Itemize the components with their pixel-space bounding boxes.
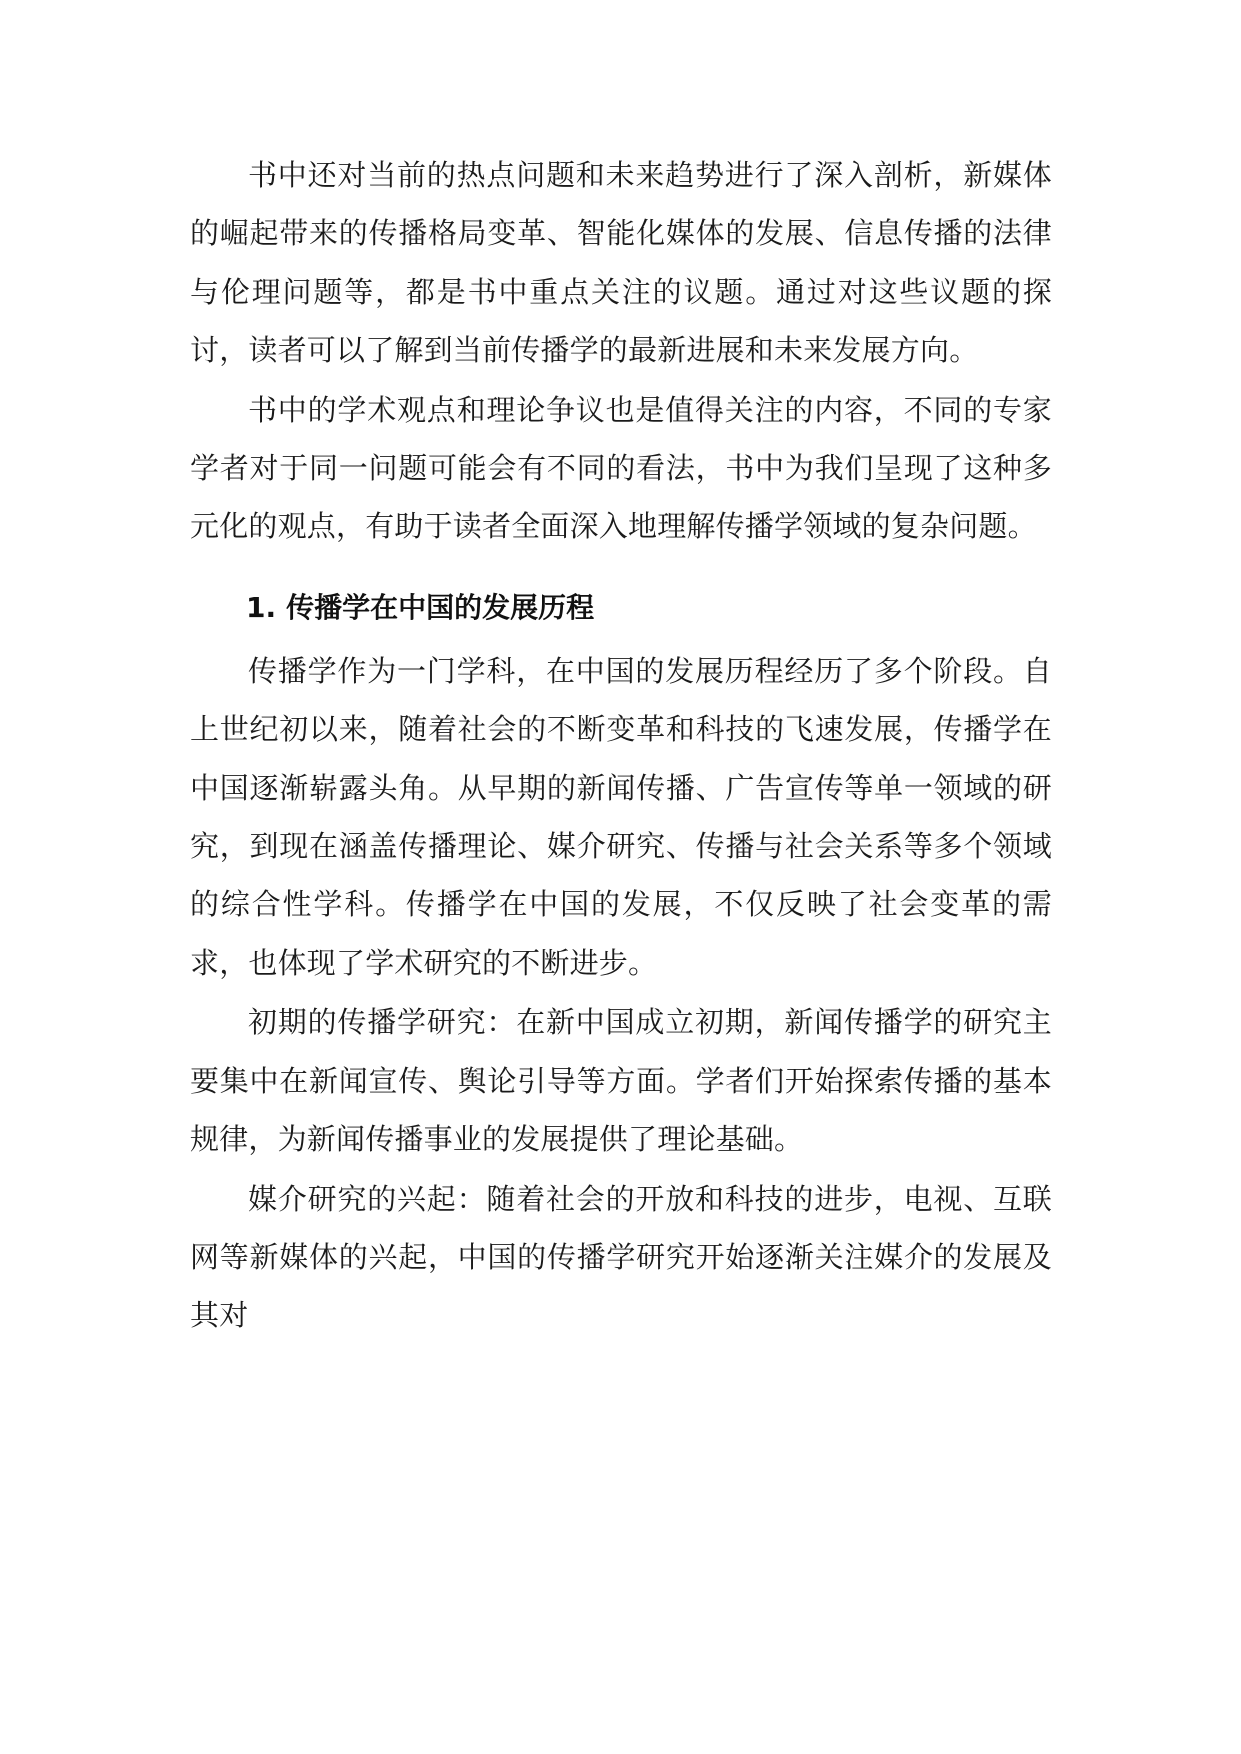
paragraph-media-research: 媒介研究的兴起：随着社会的开放和科技的进步，电视、互联网等新媒体的兴起，中国的传播学研究开始逐渐关注媒介的发展及其对 — [190, 1181, 1052, 1333]
paragraph-early-research: 初期的传播学研究：在新中国成立初期，新闻传播学的研究主要集中在新闻宣传、舆论引导等方面。学者们开始探索传播的基本规律，为新闻传播事业的发展提供了理论基础。 — [190, 1005, 1052, 1157]
section-heading — [190, 588, 1052, 628]
paragraph-development-overview: 传播学作为一门学科，在中国的发展历程经历了多个阶段。自上世纪初以来，随着社会的不断变革和科技的飞速发展，传播学在中国逐渐崭露头角。从早期的新闻传播、广告宣传等单一领域的研究，到现在涵盖传播理论、媒介研究、传播与社会关系等多个领域的综合性学科。传播学在中国的发展，不仅反映了社会变革的需求，也体现了学术研究的不断进步。 — [190, 653, 1052, 980]
section-number: 1. — [246, 590, 277, 624]
paragraph-hot-topics: 书中还对当前的热点问题和未来趋势进行了深入剖析，新媒体的崛起带来的传播格局变革、智能化媒体的发展、信息传播的法律与伦理问题等，都是书中重点关注的议题。通过对这些议题的探讨，读者可以了解到当前传播学的最新进展和未来发展方向。 — [190, 158, 1052, 368]
page-content — [190, 146, 1052, 1345]
paragraph-academic-views: 书中的学术观点和理论争议也是值得关注的内容，不同的专家学者对于同一问题可能会有不同的看法，书中为我们呈现了这种多元化的观点，有助于读者全面深入地理解传播学领域的复杂问题。 — [190, 392, 1052, 544]
section-title: 传播学在中国的发展历程 — [286, 590, 595, 624]
